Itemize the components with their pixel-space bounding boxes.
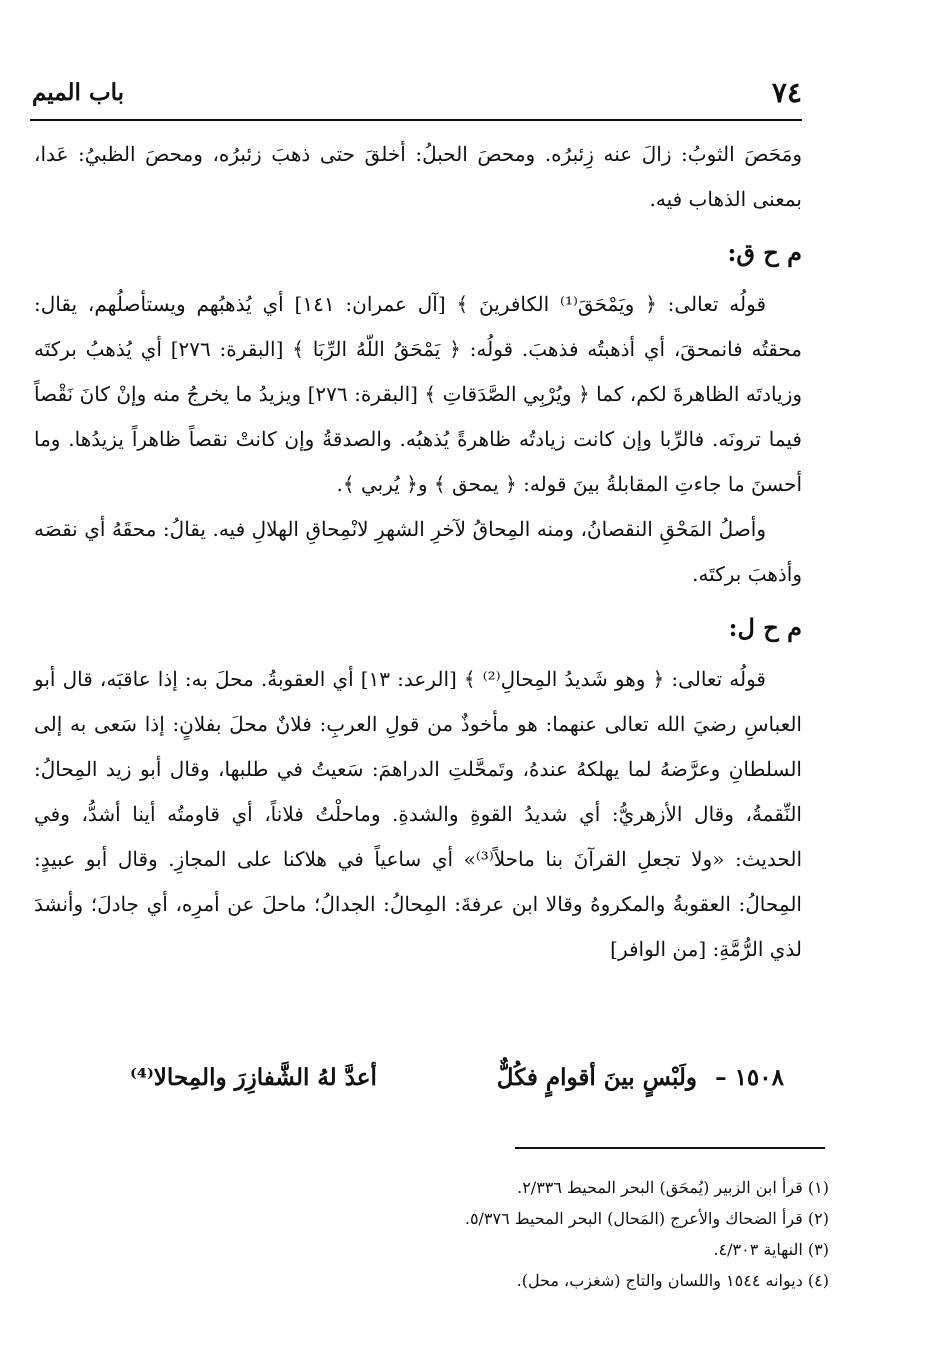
verse-number: ١٥٠٨ – — [715, 1064, 784, 1091]
entry-heading-mhl: م ح ل: — [728, 613, 802, 642]
page-number: ٧٤ — [771, 75, 802, 109]
footnote-3: (٣) النهاية ٤/٣٠٣. — [713, 1240, 829, 1259]
footnotes — [34, 1172, 829, 1296]
footnote-2: (٢) قرأ الضحاك والأعرج (المَحال) البحر المحيط ٥/٣٧٦. — [464, 1209, 829, 1228]
footnote-1: (١) قرأ ابن الزبير (يُمحَق) البحر المحيط ٢/٣٣٦. — [517, 1178, 829, 1197]
footnote-divider — [515, 1147, 825, 1149]
verse-first-half — [497, 1058, 784, 1098]
verse-hemistich-1: ولَبْسٍ بينَ أقوامٍ فكُلٌّ — [496, 1064, 698, 1091]
main-text — [34, 132, 802, 972]
paragraph-mahasa: ومَحَصَ الثوبُ: زالَ عنه زِئبرُه. ومحصَ الحبلُ: أخلقَ حتى ذهبَ زئبرُه، ومحصَ الظبيُ: عَدا، بمعنى الذهاب فيه. — [34, 142, 802, 211]
verse-hemistich-2: أعدَّ لهُ الشَّفازِرَ والمِحالا⁽⁴⁾ — [130, 1064, 377, 1091]
footnote-4: (٤) ديوانه ١٥٤٤ واللسان والتاج (شغزب، محل). — [516, 1271, 829, 1290]
paragraph-mihal: قولُه تعالى: ﴿ وهو شَديدُ المِحالِ⁽²⁾ ﴾ [الرعد: ١٣] أي العقوبةُ. محلَ به: إذا عاقبَه، قال أبو العباسِ رضيَ الله تعالى عنهما: هو مأخوذٌ من قولِ العربِ: فلانٌ محلَ بفلانٍ: إذا سَعى به إلى السلطانِ وعرَّضهُ لما يهلكهُ عندهُ، وتَمحَّلتِ الدراهمَ: سَعيتُ في طلبها، وقال أبو زيد المِحالُ: النِّقمةُ، وقال الأزهريُّ: أي شديدُ القوةِ والشدةِ. وماحلْتُ فلاناً، أي قاومتُه أينا أشدُّ، وفي الحديث: «ولا تجعلِ القرآنَ بنا ماحلاً⁽³⁾» أي ساعياً في هلاكنا على المجازِ. وقال أبو عبيدٍ: المِحالُ: العقوبةُ والمكروهُ وقالا ابن عرفةَ: المِحالُ: الجدالُ؛ ماحلَ عن أمرِه، أي جادلَ؛ وأنشدَ لذي الرُّمَّةِ: [من الوافر] — [34, 667, 802, 961]
paragraph-mahq-verse: قولُه تعالى: ﴿ ويَمْحَقَ⁽¹⁾ الكافرينَ ﴾ [آل عمران: ١٤١] أي يُذهبُهم ويستأصلُهم، يقال: محقتُه فانمحقَ، أي أذهبتُه فذهبَ. قولُه: ﴿ يَمْحَقُ اللّهُ الرِّبَا ﴾ [البقرة: ٢٧٦] أي يُذهبُ بركتَه وزيادتَه الظاهرةَ لكم، كما ﴿ ويُرْبِي الصَّدَقاتِ ﴾ [البقرة: ٢٧٦] ويزيدُ ما يخرجُ منه وإنْ كانَ نَقْصاً فيما ترونَه. فالرِّبا وإن كانت زيادتُه ظاهرةً يُذهبُه. والصدقةُ وإن كانتْ نقصاً ظاهراً يزيدُها. وما أحسنَ ما جاءتِ المقابلةُ بينَ قوله: ﴿ يمحق ﴾ و﴿ يُربي ﴾. — [34, 292, 803, 496]
page-header — [32, 70, 802, 114]
entry-heading-mhq: م ح ق: — [727, 238, 802, 267]
chapter-title: باب الميم — [32, 78, 125, 106]
poetry-verse — [130, 1058, 784, 1098]
paragraph-mahq-origin: وأصلُ المَحْقِ النقصانُ، ومنه المِحاقُ لآخرِ الشهرِ لانْمِحاقِ الهلالِ فيه. يقالُ: محقَهُ أي نقصَه وأذهبَ بركتَه. — [34, 517, 802, 586]
header-divider — [30, 119, 802, 121]
